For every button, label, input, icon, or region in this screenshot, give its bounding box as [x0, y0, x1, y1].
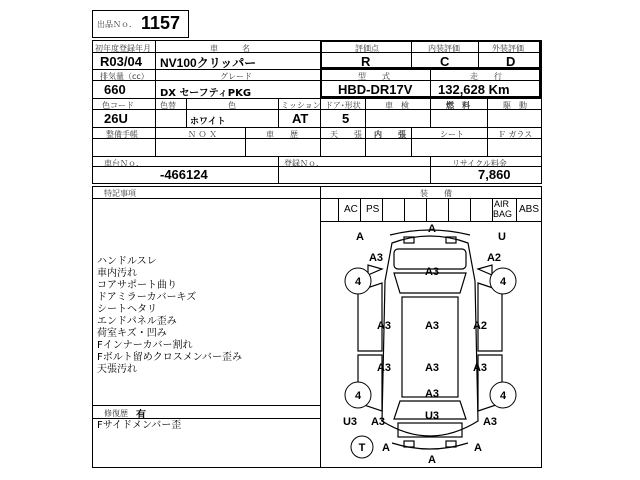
val-grade: DX セーフティPKG: [160, 88, 252, 99]
mark: A3: [424, 362, 440, 374]
remark-item: 天張汚れ: [97, 364, 137, 375]
val-model: HBD-DR17V: [338, 82, 413, 97]
hdr-model: 型 式: [358, 72, 390, 81]
hdr-reg-no: 登録Ｎｏ．: [284, 159, 324, 168]
hdr-fuel: 燃 料: [446, 101, 470, 110]
hdr-equipment: 装 備: [420, 189, 452, 198]
hdr-mileage: 走 行: [470, 72, 502, 81]
hdr-manual: 整備手帳: [106, 130, 138, 139]
hdr-door: ドア･形状: [325, 101, 361, 110]
hdr-notes: 特記事項: [104, 189, 136, 198]
mark: A: [428, 454, 436, 466]
mark: U3: [424, 410, 440, 422]
equip-ac: AC: [344, 204, 358, 215]
val-car-name: NV100クリッパー: [160, 56, 257, 70]
mark: A3: [424, 266, 440, 278]
val-displacement: 660: [104, 82, 126, 97]
mark: A3: [482, 416, 498, 428]
val-score: R: [361, 54, 371, 69]
mark: A: [474, 442, 482, 454]
remarks-list: [97, 256, 242, 376]
remark-item: エンドパネル歪み: [97, 316, 177, 327]
hdr-interior: 内装評価: [428, 44, 460, 53]
hdr-displacement: 排気量（cc）: [100, 72, 149, 81]
equip-airbag-2: BAG: [493, 209, 513, 219]
lot-box: [92, 10, 189, 38]
remark-item: 車内汚れ: [97, 268, 137, 279]
equip-airbag-1: AIR: [494, 199, 510, 209]
car-diagram: [320, 221, 541, 468]
equipment-row: [320, 198, 541, 221]
remark-item: Fボルト留めクロスメンバー歪み: [97, 352, 243, 363]
val-mission: AT: [292, 111, 309, 126]
hdr-car-name: 車 名: [210, 44, 250, 53]
repair-note-item: Fサイドメンバー歪: [97, 420, 182, 431]
mark: 4: [499, 390, 507, 402]
mark: A3: [368, 252, 384, 264]
val-color-code: 26U: [104, 111, 128, 126]
hdr-color: 色: [228, 101, 236, 110]
hdr-nox: Ｎ Ｏ Ｘ: [188, 130, 218, 139]
mark: U3: [342, 416, 358, 428]
mark: 4: [354, 390, 362, 402]
hdr-repair: 修復歴: [104, 409, 128, 418]
val-color: ホワイト: [190, 117, 226, 127]
hdr-drive: 駆 動: [503, 101, 527, 110]
lot-number: 1157: [141, 13, 181, 33]
val-exterior: D: [506, 54, 516, 69]
hdr-color-code: 色コード: [102, 101, 134, 110]
hdr-exterior: 外装評価: [492, 44, 524, 53]
mark: A3: [376, 362, 392, 374]
equip-abs: ABS: [519, 204, 540, 215]
remark-item: ドアミラーカバーキズ: [97, 292, 197, 303]
mark: U: [498, 231, 506, 243]
val-repair: 有: [136, 410, 146, 421]
hdr-chassis: 車台Ｎｏ．: [104, 159, 144, 168]
mark: A3: [472, 362, 488, 374]
hdr-color-change: 色替: [160, 101, 176, 110]
remark-item: 荷室キズ・凹み: [97, 328, 167, 339]
val-mileage: 132,628 Km: [438, 82, 510, 97]
mark: A: [428, 223, 436, 235]
remark-item: コアサポート曲り: [97, 280, 177, 291]
equip-ps: PS: [366, 204, 380, 215]
hdr-first-reg: 初年度登録年月: [95, 44, 151, 53]
mark: A3: [424, 320, 440, 332]
val-chassis: -466124: [160, 167, 208, 182]
hdr-grade: グレード: [220, 72, 252, 81]
repair-notes: [97, 420, 181, 432]
val-door: 5: [342, 111, 350, 126]
mark: T: [358, 442, 366, 454]
mark: A2: [472, 320, 488, 332]
hdr-score: 評価点: [355, 44, 379, 53]
remark-item: シートヘタリ: [97, 304, 157, 315]
hdr-roof: 天 張: [330, 130, 362, 139]
hdr-fglass: Ｆ ガラス: [498, 130, 533, 139]
hdr-mission: ミッション: [281, 101, 321, 110]
remark-item: ハンドルスレ: [97, 256, 157, 267]
hdr-seat: シート: [440, 130, 464, 139]
mark: A3: [370, 416, 386, 428]
mark: A3: [376, 320, 392, 332]
hdr-interior2: 内 張: [374, 130, 406, 139]
mark: A: [356, 231, 364, 243]
lot-label: 出品Ｎｏ．: [97, 20, 137, 29]
mark: A: [382, 442, 390, 454]
mark: 4: [499, 276, 507, 288]
val-first-reg: R03/04: [100, 54, 142, 69]
hdr-recycle: リサイクル料金: [452, 159, 507, 168]
mark: 4: [354, 276, 362, 288]
mark: A3: [424, 388, 440, 400]
hdr-history: 車 歴: [266, 130, 298, 139]
val-recycle: 7,860: [478, 167, 511, 182]
val-interior: C: [440, 54, 450, 69]
mark: A2: [486, 252, 502, 264]
hdr-inspection: 車 検: [385, 101, 409, 110]
remark-item: Fインナーカバー割れ: [97, 340, 193, 351]
